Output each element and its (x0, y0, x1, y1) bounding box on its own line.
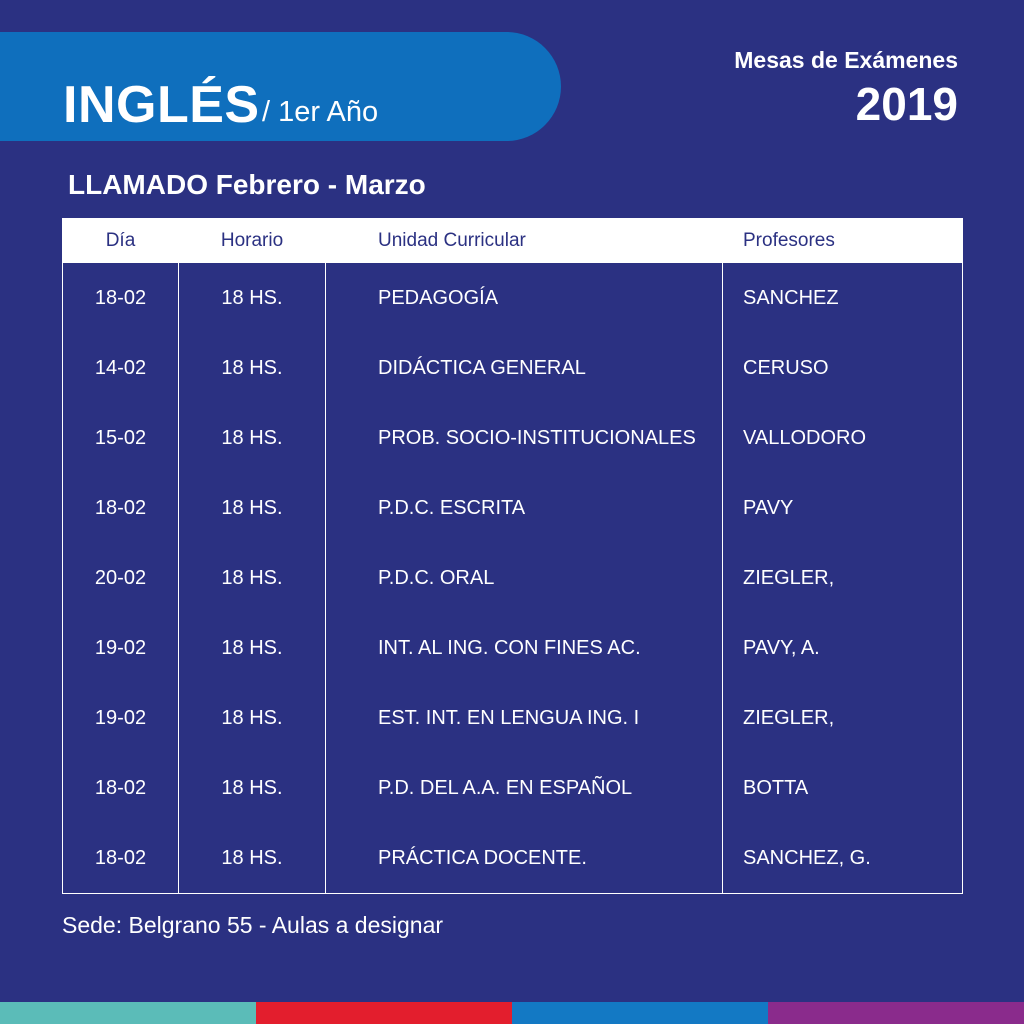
header-unit: Unidad Curricular (326, 219, 723, 263)
table-row (63, 333, 963, 403)
cell-professor: PAVY (723, 473, 963, 543)
table-row (63, 473, 963, 543)
table-row (63, 613, 963, 683)
cell-unit: P.D. DEL A.A. EN ESPAÑOL (326, 753, 723, 823)
cell-day: 18-02 (63, 473, 179, 543)
header-time: Horario (179, 219, 326, 263)
table-row (63, 543, 963, 613)
cell-time: 18 HS. (179, 473, 326, 543)
subject-title: INGLÉS (63, 76, 260, 134)
cell-professor: ZIEGLER, (723, 683, 963, 753)
cell-unit: P.D.C. ORAL (326, 543, 723, 613)
exam-year: 2019 (855, 78, 958, 130)
footer-note: Sede: Belgrano 55 - Aulas a designar (62, 912, 444, 938)
table-row (63, 683, 963, 753)
cell-professor: VALLODORO (723, 403, 963, 473)
strip-segment-blue (512, 1002, 768, 1024)
cell-time: 18 HS. (179, 403, 326, 473)
exam-header (734, 44, 958, 132)
cell-professor: PAVY, A. (723, 613, 963, 683)
cell-day: 18-02 (63, 263, 179, 334)
cell-time: 18 HS. (179, 613, 326, 683)
cell-time: 18 HS. (179, 333, 326, 403)
table-row (63, 823, 963, 894)
cell-unit: P.D.C. ESCRITA (326, 473, 723, 543)
year-level: / 1er Año (262, 96, 379, 128)
color-strip (0, 1002, 1024, 1024)
cell-day: 20-02 (63, 543, 179, 613)
cell-professor: SANCHEZ (723, 263, 963, 334)
cell-day: 19-02 (63, 683, 179, 753)
cell-unit: INT. AL ING. CON FINES AC. (326, 613, 723, 683)
strip-segment-purple (768, 1002, 1024, 1024)
cell-time: 18 HS. (179, 823, 326, 894)
cell-unit: PROB. SOCIO-INSTITUCIONALES (326, 403, 723, 473)
cell-unit: PRÁCTICA DOCENTE. (326, 823, 723, 894)
table-row (63, 403, 963, 473)
cell-day: 19-02 (63, 613, 179, 683)
header-day: Día (63, 219, 179, 263)
header-professors: Profesores (723, 219, 963, 263)
cell-professor: SANCHEZ, G. (723, 823, 963, 894)
table-header-row (63, 219, 963, 263)
cell-day: 15-02 (63, 403, 179, 473)
exam-label: Mesas de Exámenes (734, 47, 958, 73)
cell-time: 18 HS. (179, 543, 326, 613)
table-row (63, 753, 963, 823)
call-title: LLAMADO Febrero - Marzo (68, 169, 426, 200)
cell-time: 18 HS. (179, 683, 326, 753)
strip-segment-red (256, 1002, 512, 1024)
cell-time: 18 HS. (179, 753, 326, 823)
cell-professor: ZIEGLER, (723, 543, 963, 613)
strip-segment-teal (0, 1002, 256, 1024)
cell-unit: EST. INT. EN LENGUA ING. I (326, 683, 723, 753)
cell-day: 18-02 (63, 823, 179, 894)
cell-day: 18-02 (63, 753, 179, 823)
cell-unit: PEDAGOGÍA (326, 263, 723, 334)
cell-time: 18 HS. (179, 263, 326, 334)
cell-day: 14-02 (63, 333, 179, 403)
cell-unit: DIDÁCTICA GENERAL (326, 333, 723, 403)
exam-table (62, 218, 963, 894)
cell-professor: CERUSO (723, 333, 963, 403)
table-row (63, 263, 963, 334)
cell-professor: BOTTA (723, 753, 963, 823)
